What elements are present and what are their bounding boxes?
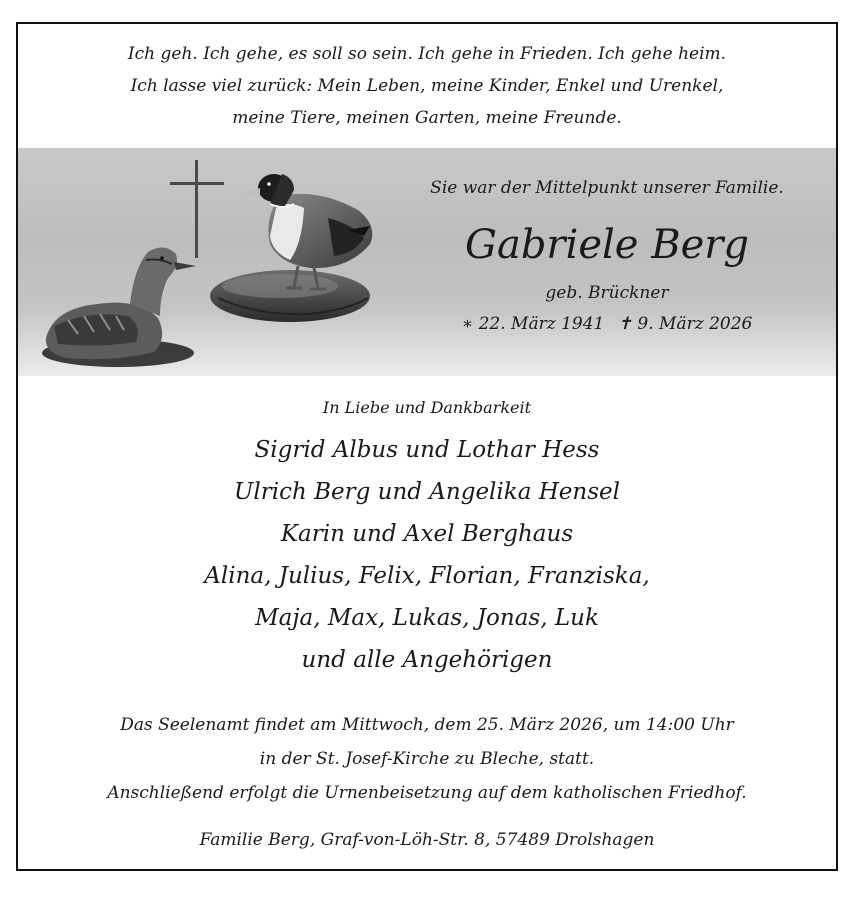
obituary-notice [16,22,838,871]
service-line: in der St. Josef-Kirche zu Bleche, statt. [259,749,595,769]
duck-hen-icon [42,247,196,367]
cross-icon [170,160,224,258]
poem [18,38,836,134]
birth-date: ∗ 22. März 1941 [461,314,605,334]
mourner-line: und alle Angehörigen [301,647,553,673]
mourner-line: Alina, Julius, Felix, Florian, Franziska, [204,563,650,589]
thanks-line: In Liebe und Dankbarkeit [322,398,532,417]
tagline: Sie war der Mittelpunkt unserer Familie. [430,178,784,198]
deceased-info [408,148,806,376]
ducks-cross-photo [18,148,418,376]
poem-line: Ich lasse viel zurück: Mein Leben, meine Kinder, Enkel und Urenkel, [130,76,724,96]
service-info [18,708,836,810]
family-address: Familie Berg, Graf-von-Löh-Str. 8, 57489 Drolshagen [199,830,655,850]
mourner-line: Maja, Max, Lukas, Jonas, Luk [255,605,599,631]
life-dates [408,314,806,334]
poem-line: meine Tiere, meinen Garten, meine Freunde. [232,108,622,128]
rock-icon [210,270,370,322]
mourner-line: Sigrid Albus und Lothar Hess [254,437,600,463]
maiden-name: geb. Brückner [545,283,669,303]
mourner-line: Ulrich Berg und Angelika Hensel [234,479,620,505]
mourner-line: Karin und Axel Berghaus [280,521,574,547]
death-date: ✝ 9. März 2026 [617,314,753,334]
poem-line: Ich geh. Ich gehe, es soll so sein. Ich gehe in Frieden. Ich gehe heim. [127,44,727,64]
mourners-list [18,429,836,681]
banner [18,148,836,376]
service-line: Anschließend erfolgt die Urnenbeisetzung auf dem katholischen Friedhof. [107,783,747,803]
deceased-name: Gabriele Berg [465,222,749,268]
service-line: Das Seelenamt findet am Mittwoch, dem 25. März 2026, um 14:00 Uhr [120,715,734,735]
